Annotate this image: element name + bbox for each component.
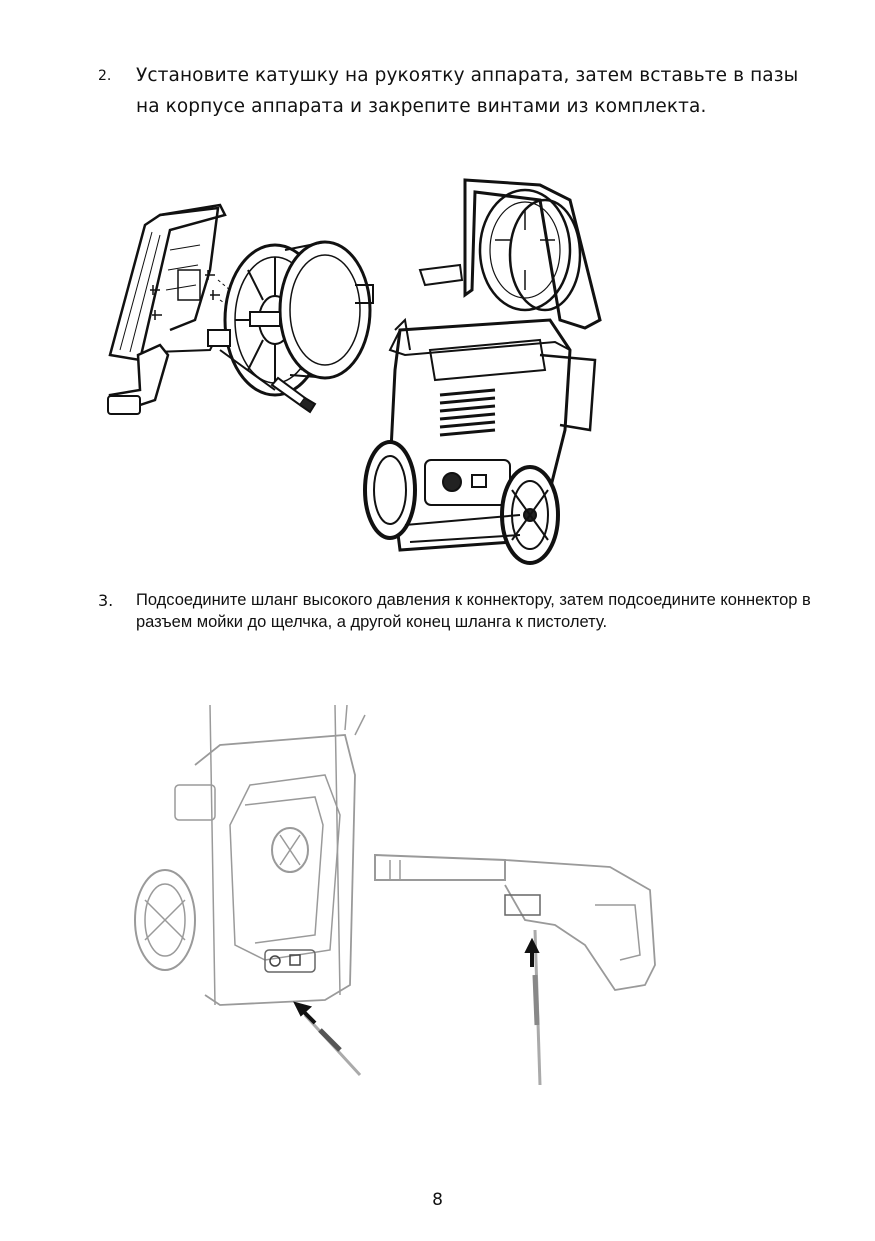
reel-assembly-illustration [100, 170, 620, 570]
step-2-text: Установите катушку на рукоятку аппарата, затем вставьте в пазы на корпусе аппарата и закрепите винтами из комплекта. [136, 65, 799, 117]
hose-reel-drawing [225, 242, 373, 395]
assembled-washer-drawing [365, 180, 600, 563]
washer-body-drawing [135, 705, 365, 1005]
step-2-number: 2. [98, 68, 112, 84]
screws-drawing [150, 270, 232, 320]
arrow-up-left-icon [295, 1003, 315, 1023]
gun-hose-drawing [535, 930, 540, 1085]
page-number: 8 [432, 1190, 443, 1210]
hose-connection-illustration [125, 705, 685, 1085]
step-3-number: 3. [98, 591, 114, 610]
step-3-text: Подсоедините шланг высокого давления к коннектору, затем подсоедините коннектор в разъем мойки до щелчка, а другой конец шланга к пистолету. [136, 591, 811, 631]
spray-gun-drawing [375, 855, 655, 990]
